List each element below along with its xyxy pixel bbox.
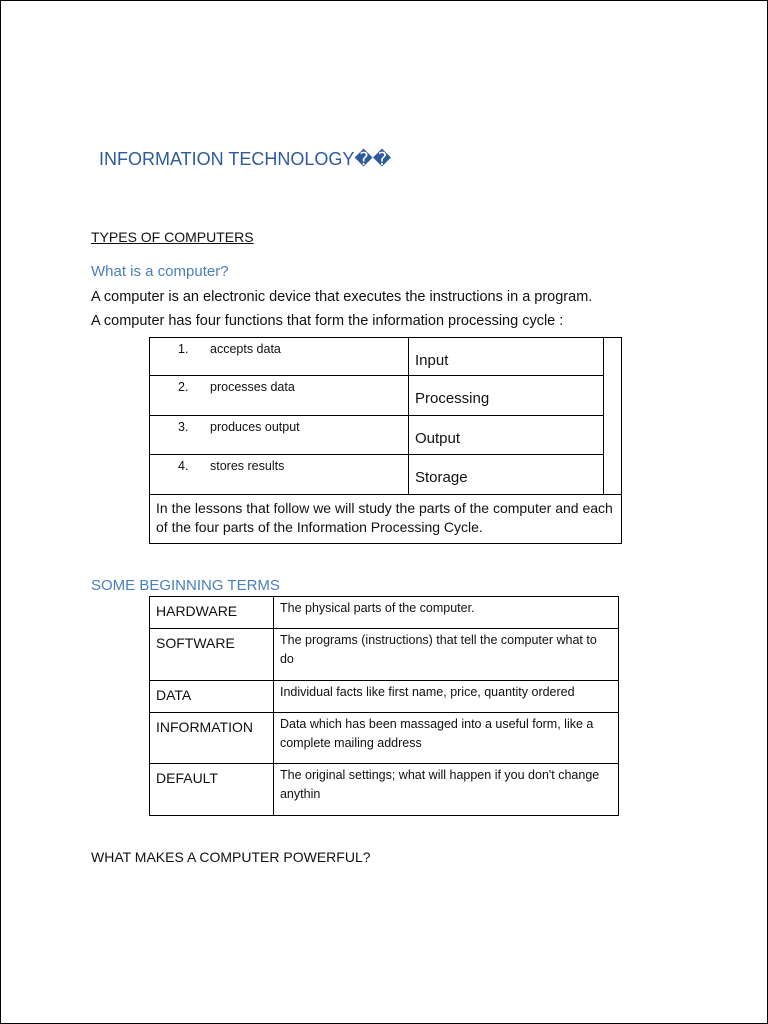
- function-label: stores results: [210, 459, 285, 473]
- table-row: [150, 713, 619, 764]
- subheading-what-is-computer: What is a computer?: [91, 263, 229, 280]
- table-row: [150, 764, 619, 816]
- section-heading-powerful: WHAT MAKES A COMPUTER POWERFUL?: [91, 849, 371, 865]
- function-label: processes data: [210, 380, 295, 394]
- table-row: [150, 376, 622, 416]
- document-title: INFORMATION TECHNOLOGY��: [99, 149, 392, 169]
- table-row: [150, 629, 619, 681]
- function-number: 1.: [178, 342, 189, 356]
- function-value: Input: [415, 352, 449, 369]
- table-row: [150, 597, 619, 629]
- paragraph-functions-intro: A computer has four functions that form the information processing cycle :: [91, 313, 564, 329]
- term-definition: The original settings; what will happen if you don't change anythin: [273, 764, 618, 816]
- term-definition: Individual facts like first name, price, quantity ordered: [273, 681, 618, 713]
- term-definition: The programs (instructions) that tell the computer what to do: [273, 629, 618, 681]
- term-name: SOFTWARE: [150, 629, 274, 681]
- term-definition: Data which has been massaged into a useful form, like a complete mailing address: [273, 713, 618, 764]
- function-value: Processing: [415, 390, 490, 407]
- function-number: 4.: [178, 459, 189, 473]
- function-number: 2.: [178, 380, 189, 394]
- function-value: Output: [415, 430, 461, 447]
- terms-table: [149, 596, 619, 816]
- term-name: DEFAULT: [150, 764, 274, 816]
- subheading-beginning-terms: SOME BEGINNING TERMS: [91, 577, 280, 594]
- table-row: [150, 338, 622, 376]
- function-value: Storage: [415, 469, 468, 486]
- functions-note: In the lessons that follow we will study the parts of the computer and each of the four parts of the Information Processing Cycle.: [150, 495, 622, 544]
- table-row: [150, 681, 619, 713]
- table-row: [150, 416, 622, 455]
- term-name: INFORMATION: [150, 713, 274, 764]
- function-number: 3.: [178, 420, 189, 434]
- paragraph-definition: A computer is an electronic device that executes the instructions in a program.: [91, 289, 593, 305]
- section-heading-types: TYPES OF COMPUTERS: [91, 229, 254, 245]
- function-label: accepts data: [210, 342, 281, 356]
- term-name: DATA: [150, 681, 274, 713]
- table-row: [150, 455, 622, 495]
- term-name: HARDWARE: [150, 597, 274, 629]
- functions-table: [149, 337, 622, 544]
- function-label: produces output: [210, 420, 300, 434]
- table-row: [150, 495, 622, 544]
- term-definition: The physical parts of the computer.: [273, 597, 618, 629]
